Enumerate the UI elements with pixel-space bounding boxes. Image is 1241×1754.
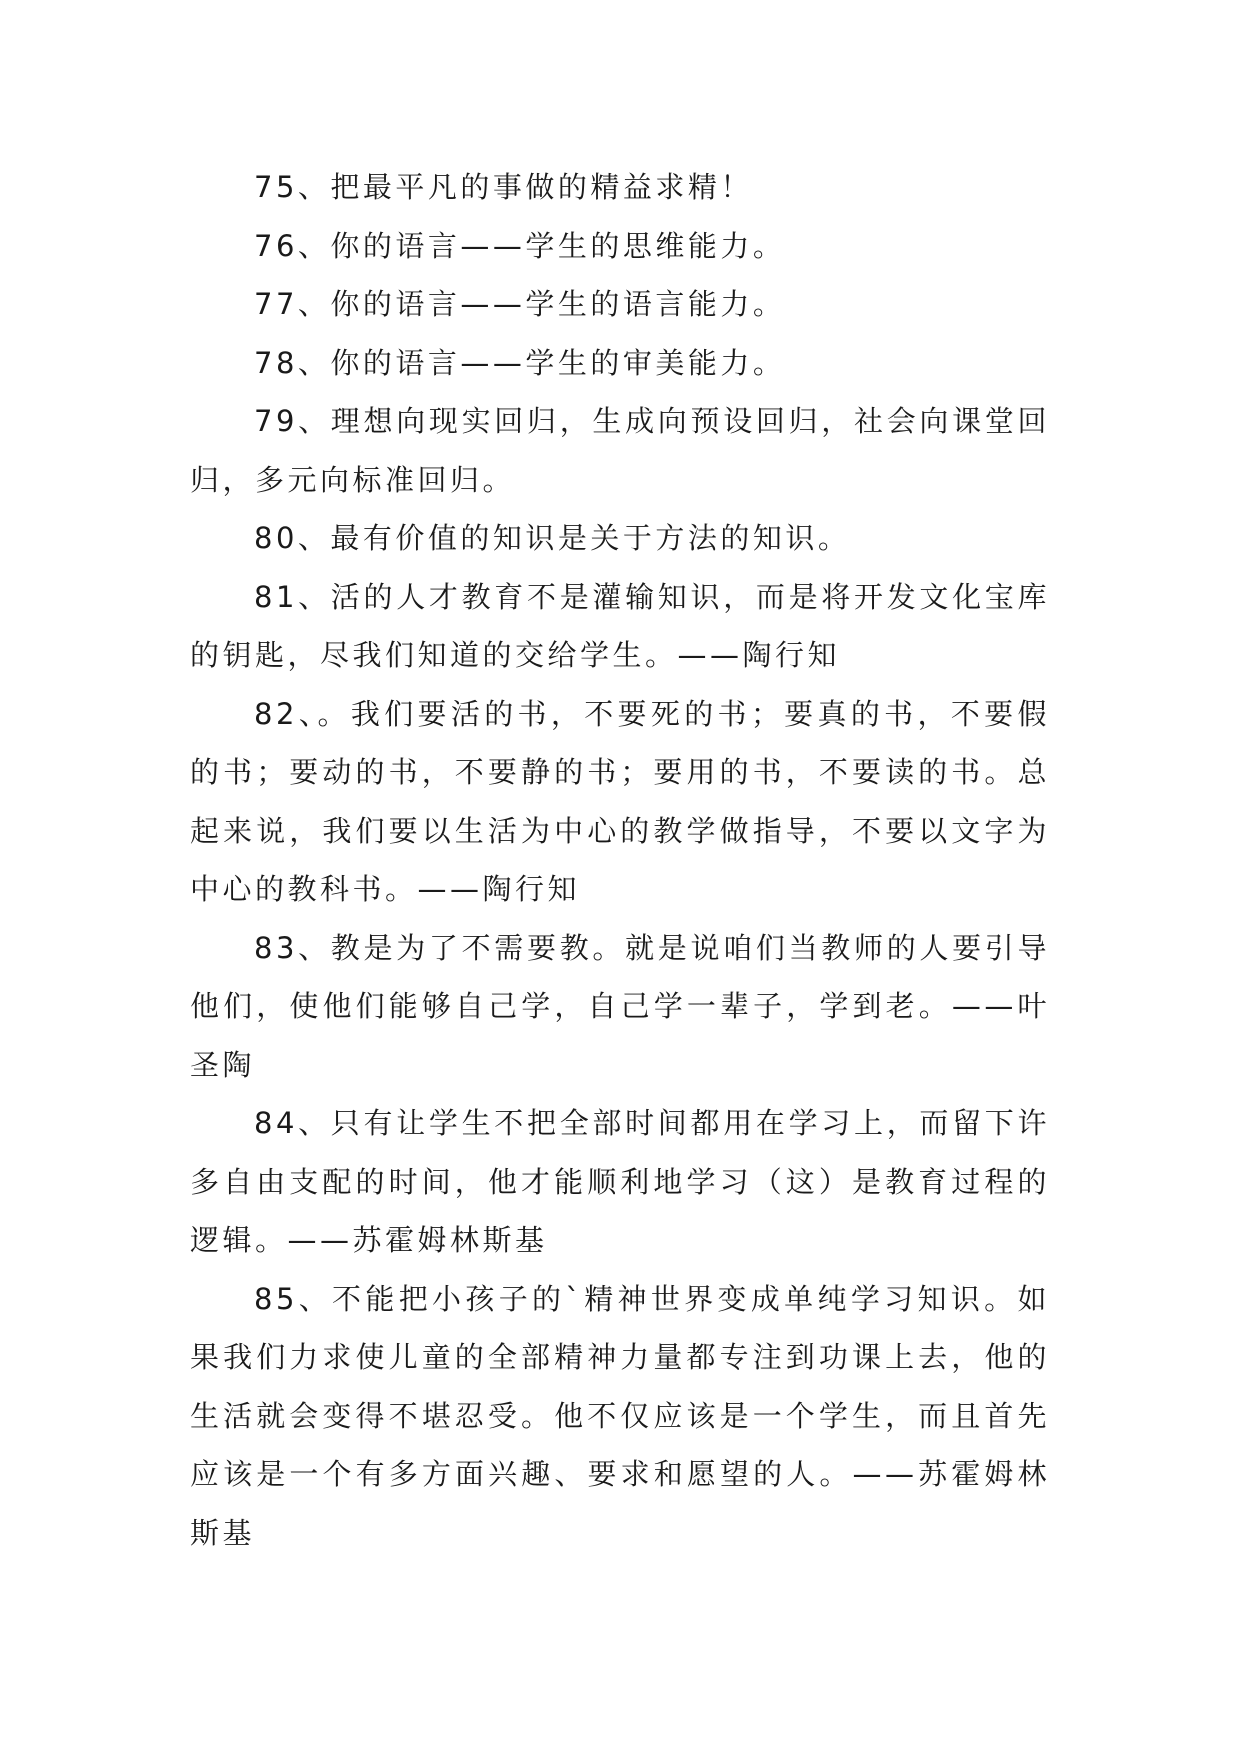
quote-paragraph-85: 85、不能把小孩子的`精神世界变成单纯学习知识。如果我们力求使儿童的全部精神力量都专注到功课上去，他的生活就会变得不堪忍受。他不仅应该是一个学生，而且首先应该是一个有多方面兴趣、要求和愿望的人。——苏霍姆林斯基 (190, 1281, 1050, 1550)
quote-paragraph-81: 81、活的人才教育不是灌输知识，而是将开发文化宝库的钥匙，尽我们知道的交给学生。——陶行知 (190, 579, 1050, 672)
quote-paragraph-83: 83、教是为了不需要教。就是说咱们当教师的人要引导他们，使他们能够自己学，自己学一辈子，学到老。——叶圣陶 (190, 930, 1050, 1082)
quote-paragraph-82: 82、。我们要活的书，不要死的书；要真的书，不要假的书；要动的书，不要静的书；要用的书，不要读的书。总起来说，我们要以生活为中心的教学做指导，不要以文字为中心的教科书。——陶行知 (190, 696, 1050, 906)
quote-paragraph-84: 84、只有让学生不把全部时间都用在学习上，而留下许多自由支配的时间，他才能顺利地学习（这）是教育过程的逻辑。——苏霍姆林斯基 (190, 1106, 1050, 1257)
quote-paragraph-80: 80、最有价值的知识是关于方法的知识。 (254, 521, 851, 555)
quote-paragraph-77: 77、你的语言——学生的语言能力。 (254, 287, 786, 321)
quote-paragraph-78: 78、你的语言——学生的审美能力。 (254, 345, 786, 380)
quote-paragraph-76: 76、你的语言——学生的思维能力。 (254, 228, 786, 263)
document-body (190, 158, 1050, 1562)
quote-paragraph-79: 79、理想向现实回归，生成向预设回归，社会向课堂回归，多元向标准回归。 (190, 404, 1050, 497)
quote-paragraph-75: 75、把最平凡的事做的精益求精！ (254, 170, 753, 204)
